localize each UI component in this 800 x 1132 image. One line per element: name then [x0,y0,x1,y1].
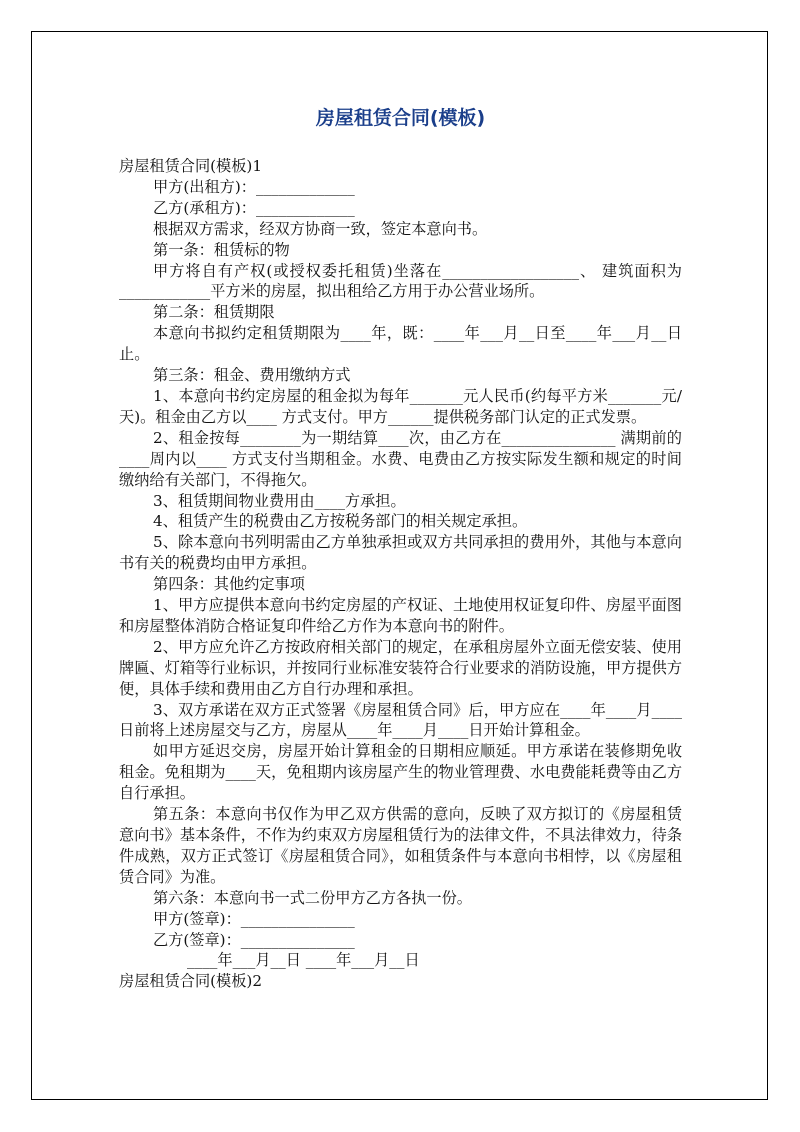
paragraph: 3、租赁期间物业费用由____方承担。 [153,491,406,510]
section-heading: 房屋租赁合同(模板)1 [119,157,263,175]
section-heading: 房屋租赁合同(模板)2 [119,972,263,991]
party-b-line: 乙方(承租方)：_____________ [153,198,355,217]
paragraph: 甲方将自有产权(或授权委托租赁)坐落在__________________、 建筑面积为____________平方米的房屋，拟出租给乙方用于办公营业场所。 [119,261,682,301]
article-heading: 第二条：租赁期限 [153,303,275,322]
article-heading: 第一条：租赁标的物 [153,240,290,259]
document-page [119,100,682,992]
paragraph: 4、租赁产生的税费由乙方按税务部门的相关规定承担。 [153,512,528,531]
paragraph: 1、甲方应提供本意向书约定房屋的产权证、土地使用权证复印件、房屋平面图和房屋整体消防合格证复印件给乙方作为本意向书的附件。 [119,596,682,635]
signature-line-party-b: 乙方(签章)：_______________ [153,930,355,949]
paragraph: 如甲方延迟交房，房屋开始计算租金的日期相应顺延。甲方承诺在装修期免收租金。免租期为____天，免租期内该房屋产生的物业管理费、水电费能耗费等由乙方自行承担。 [119,742,682,803]
article-heading: 第三条：租金、费用缴纳方式 [153,366,351,385]
paragraph: 5、除本意向书列明需由乙方单独承担或双方共同承担的费用外，其他与本意向书有关的税费均由甲方承担。 [119,533,682,573]
article-heading: 第四条：其他约定事项 [153,575,305,594]
paragraph: 3、双方承诺在双方正式签署《房屋租赁合同》后，甲方应在____年____月____日前将上述房屋交与乙方，房屋从____年____月____日开始计算租金。 [119,700,682,740]
party-a-line: 甲方(出租方)：_____________ [153,177,355,196]
paragraph: 第五条：本意向书仅作为甲乙双方供需的意向，反映了双方拟订的《房屋租赁意向书》基本条件，不作为约束双方房屋租赁行为的法律文件，不具法律效力，待条件成熟，双方正式签订《房屋租赁合同》，如租赁条件与本意向书相悖，以《房屋租赁合同》为准。 [119,805,682,886]
paragraph: 2、甲方应允许乙方按政府相关部门的规定，在承租房屋外立面无偿安装、使用牌匾、灯箱等行业标识，并按同行业标准安装符合行业要求的消防设施，甲方提供方便，具体手续和费用由乙方自行办理和承担。 [119,637,682,698]
paragraph: 根据双方需求，经双方协商一致，签定本意向书。 [153,219,488,238]
paragraph: 1、本意向书约定房屋的租金拟为每年_______元人民币(约每平方米_______元/天)。租金由乙方以____ 方式支付。甲方______提供税务部门认定的正式发票。 [119,386,682,426]
paragraph: 2、租金按每________为一期结算____次，由乙方在_______________ 满期前的____周内以____ 方式支付当期租金。水费、电费由乙方按实际发生额和规定的时间缴纳给有关部门，不得拖欠。 [119,428,682,489]
paragraph: 第六条：本意向书一式二份甲方乙方各执一份。 [153,888,472,907]
document-title: 房屋租赁合同(模板) [315,107,486,129]
paragraph: 本意向书拟约定租赁期限为____年，既：____年___月__日至____年___月__日止。 [119,324,682,364]
signature-line-party-a: 甲方(签章)：_______________ [153,909,355,928]
date-line: ____年___月__日 ____年___月__日 [187,951,420,970]
